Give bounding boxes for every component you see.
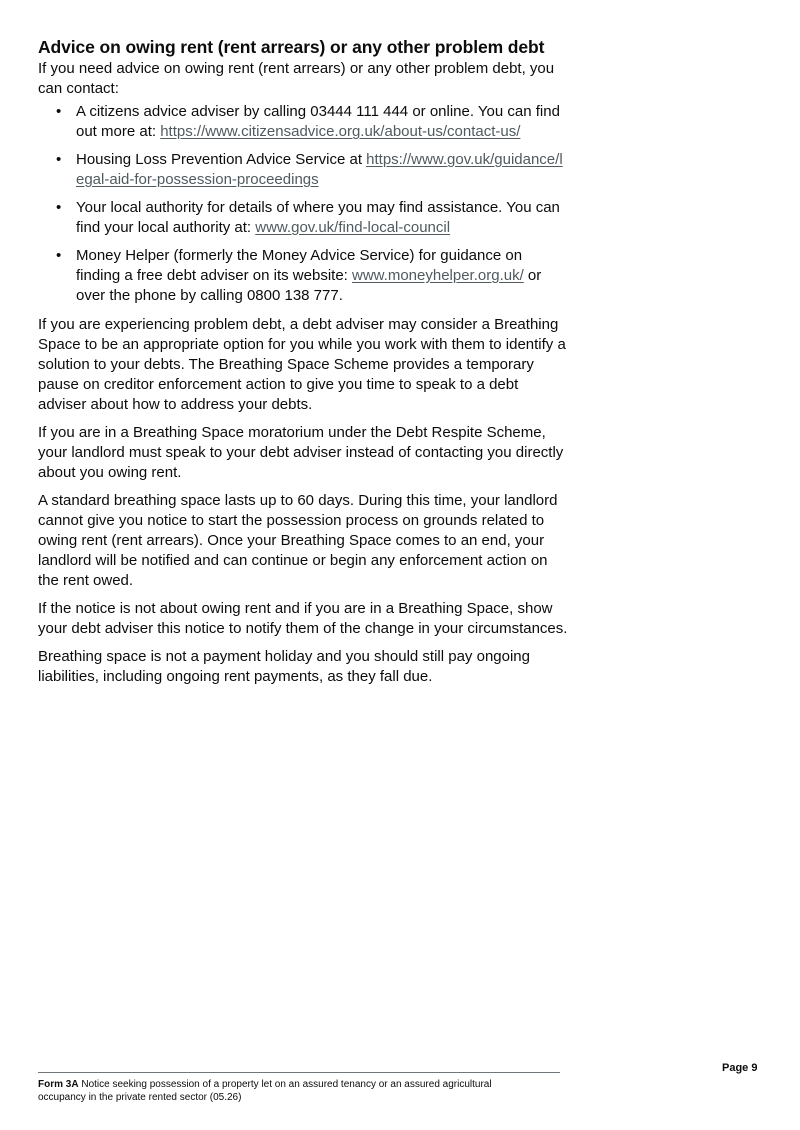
list-item-citizens-advice (38, 102, 568, 142)
list-item-local-authority (38, 198, 568, 238)
footer-caption (38, 1078, 538, 1104)
list-item-text: Your local authority for details of where you may find assistance. You can find your local authority at: (76, 199, 560, 236)
housing-loss-link[interactable]: https://www.gov.uk/guidance/legal-aid-for-possession-proceedings (76, 151, 563, 188)
citizens-advice-link[interactable]: https://www.citizensadvice.org.uk/about-us/contact-us/ (160, 123, 521, 140)
bullet-icon: • (56, 151, 62, 168)
form-id: Form 3A (38, 1079, 79, 1090)
bullet-icon: • (56, 247, 62, 264)
notice-not-rent-paragraph: If the notice is not about owing rent and if you are in a Breathing Space, show your debt adviser this notice to notify them of the change in your circumstances. (38, 600, 568, 637)
bullet-icon: • (56, 199, 62, 216)
intro-paragraph: If you need advice on owing rent (rent arrears) or any other problem debt, you can contact: (38, 60, 555, 97)
form-description: Notice seeking possession of a property let on an assured tenancy or an assured agricultural occupancy in the private rented sector (05.26) (38, 1079, 492, 1103)
bullet-icon: • (56, 103, 62, 120)
breathing-space-paragraph: If you are experiencing problem debt, a debt adviser may consider a Breathing Space to be an appropriate option for you while you work with them to identify a solution to your debts. The Breathing Space Scheme provides a temporary pause on creditor enforcement action to give you time to speak to a debt adviser about how to address your debts. (38, 316, 566, 413)
standard-breathing-space-paragraph: A standard breathing space lasts up to 60 days. During this time, your landlord cannot give you notice to start the possession process on grounds related to owing rent (rent arrears). Once your Breathing Space comes to an end, your landlord will be notified and can continue or begin any enforcement action on the rent owed. (38, 492, 558, 589)
money-helper-link[interactable]: www.moneyhelper.org.uk/ (352, 267, 524, 284)
contact-list (38, 102, 568, 306)
footer-divider (38, 1072, 560, 1073)
main-content (38, 36, 568, 695)
payment-holiday-paragraph: Breathing space is not a payment holiday and you should still pay ongoing liabilities, including ongoing rent payments, as they fall due. (38, 648, 530, 685)
page-number: Page 9 (722, 1062, 758, 1074)
moratorium-paragraph: If you are in a Breathing Space moratorium under the Debt Respite Scheme, your landlord must speak to your debt adviser instead of contacting you directly about you owing rent. (38, 424, 564, 481)
list-item-text-after: or over the phone by calling 0800 138 777. (76, 267, 542, 304)
list-item-text: A citizens advice adviser by calling 03444 111 444 or online. You can find out more at: (76, 103, 560, 140)
local-council-link[interactable]: www.gov.uk/find-local-council (255, 219, 451, 236)
list-item-housing-loss (38, 150, 568, 190)
list-item-text: Housing Loss Prevention Advice Service at (76, 151, 367, 168)
list-item-text: Money Helper (formerly the Money Advice Service) for guidance on finding a free debt adviser on its website: (76, 247, 523, 284)
section-heading: Advice on owing rent (rent arrears) or any other problem debt (38, 37, 545, 57)
list-item-money-helper (38, 246, 568, 306)
